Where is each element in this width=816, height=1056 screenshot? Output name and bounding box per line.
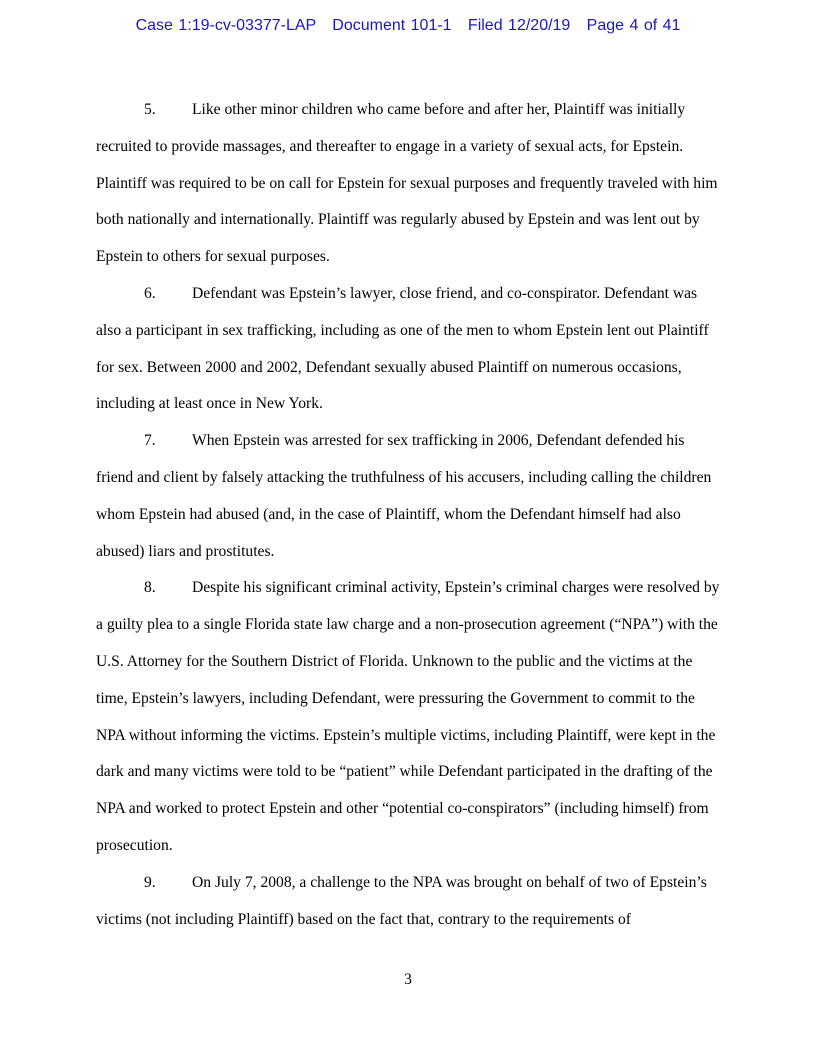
page-number: 3 [404,971,412,988]
paragraph-9 [96,865,720,939]
case-number: Case 1:19-cv-03377-LAP [135,17,316,34]
document-number: Document 101-1 [332,17,452,34]
paragraph-number: 9. [144,873,156,891]
paragraph-number: 6. [144,284,156,302]
paragraph-text: When Epstein was arrested for sex trafficking in 2006, Defendant defended his friend and client by falsely attacking the truthfulness of his accusers, including calling the children whom Epstein had abused (and, in the case of Plaintiff, whom the Defendant himself had also abused) liars and prostitutes. [96,432,712,560]
paragraph-number: 7. [144,432,156,450]
filed-date: Filed 12/20/19 [467,17,571,34]
paragraph-6 [96,276,720,423]
paragraph-7 [96,423,720,570]
paragraph-5 [96,92,720,276]
body-text [96,92,720,938]
page-of-total: Page 4 of 41 [586,17,681,34]
ecf-header [0,17,816,35]
paragraph-text: Like other minor children who came before and after her, Plaintiff was initially recruited to provide massages, and thereafter to engage in a variety of sexual acts, for Epstein. Plaintiff was required to be on call for Epstein for sexual purposes and frequently traveled with him both nationally and internationally. Plaintiff was regularly abused by Epstein and was lent out by Epstein to others for sexual purposes. [96,101,718,266]
paragraph-text: On July 7, 2008, a challenge to the NPA was brought on behalf of two of Epstein’s victims (not including Plaintiff) based on the fact that, contrary to the requirements of [96,873,707,928]
paragraph-8 [96,570,720,864]
paragraph-number: 5. [144,101,156,118]
paragraph-text: Despite his significant criminal activity, Epstein’s criminal charges were resolved by a guilty plea to a single Florida state law charge and a non-prosecution agreement (“NPA”) with the U.S. Attorney for the Southern District of Florida. Unknown to the public and the victims at the time, Epstein’s lawyers, including Defendant, were pressuring the Government to commit to the NPA without informing the victims. Epstein’s multiple victims, including Plaintiff, were kept in the dark and many victims were told to be “patient” while Defendant participated in the drafting of the NPA and worked to protect Epstein and other “potential co-conspirators” (including himself) from prosecution. [96,579,720,854]
paragraph-text: Defendant was Epstein’s lawyer, close friend, and co-conspirator. Defendant was also a participant in sex trafficking, including as one of the men to whom Epstein lent out Plaintiff for sex. Between 2000 and 2002, Defendant sexually abused Plaintiff on numerous occasions, including at least once in New York. [96,284,709,413]
paragraph-number: 8. [144,579,156,597]
